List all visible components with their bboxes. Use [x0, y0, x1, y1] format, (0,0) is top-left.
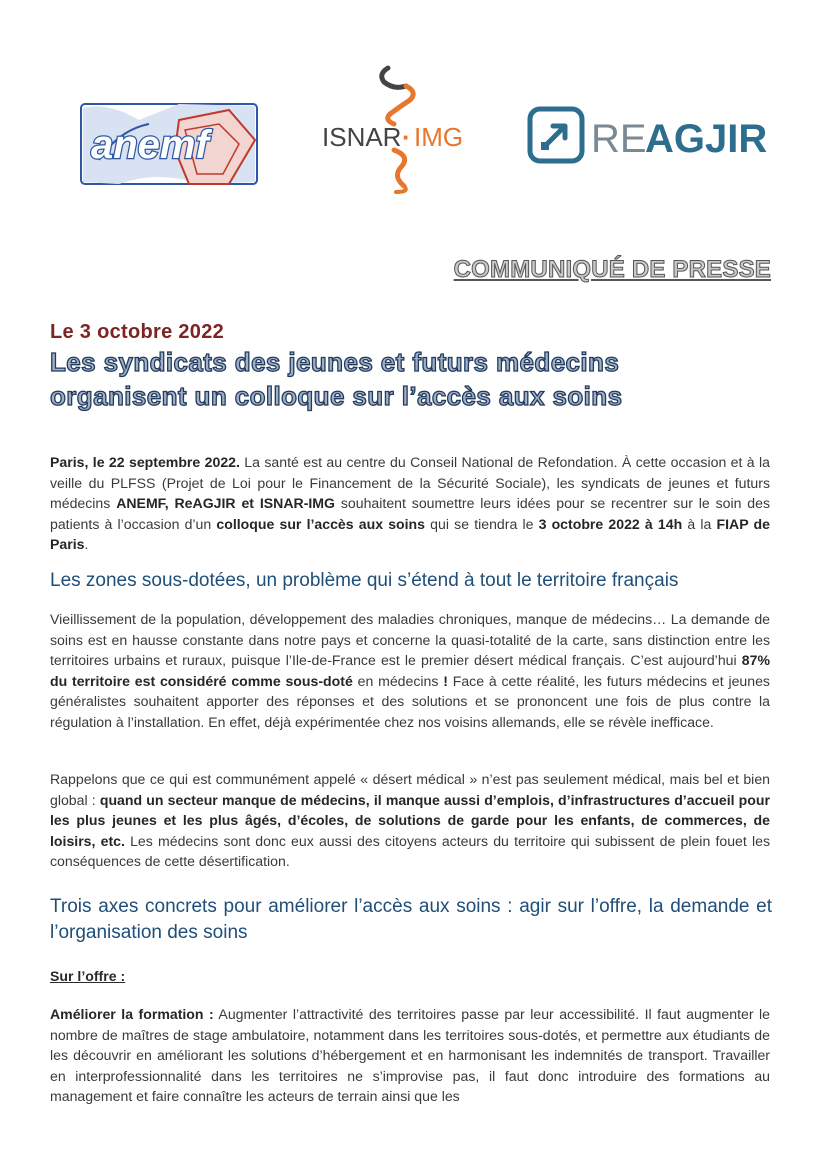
press-release-label: COMMUNIQUÉ DE PRESSE: [453, 256, 771, 283]
intro-paragraph: [50, 452, 770, 555]
headline-line-2: organisent un colloque sur l’accès aux soins: [50, 381, 623, 411]
intro-bold-2: colloque sur l’accès aux soins: [216, 515, 426, 532]
intro-text-4: à la: [682, 515, 717, 532]
anemf-logo-text: anemf: [91, 123, 209, 167]
headline: [50, 345, 780, 413]
zones-p2-bold-1: quand un secteur manque de médecins, il manque aussi d’emplois, d’infrastructures d’accueil pour les plus jeunes et les plus âgés, d’écoles, de solutions de garde pour les enfants, de commerces, de loisirs, etc.: [50, 791, 770, 849]
intro-text-3: qui se tiendra le: [425, 515, 539, 532]
intro-bold-3: 3 octobre 2022 à 14h: [538, 515, 683, 532]
headline-line-1: Les syndicats des jeunes et futurs médecins: [50, 347, 620, 377]
release-date: Le 3 octobre 2022: [50, 321, 225, 343]
intro-text-5: .: [84, 536, 89, 552]
zones-p2-text-2: Les médecins sont donc eux aussi des citoyens acteurs du territoire qui subissent de plein fouet les conséquences de cette désertification.: [50, 832, 770, 869]
zones-paragraph-2: [50, 769, 770, 872]
anemf-logo: [79, 100, 259, 188]
zones-p1-text-1: Vieillissement de la population, développement des maladies chroniques, manque de médecins… La demande de soins est en hausse constante dans notre pays et concerne la quasi-totalité de la carte, sans distinction entre les territoires urbains et ruraux, puisque l’Ile-de-France est le premier désert médical français. C’est aujourd’hui: [50, 611, 770, 668]
isnar-dot: ·: [402, 122, 411, 152]
formation-bold: Améliorer la formation :: [50, 1006, 214, 1022]
zones-paragraph-1: [50, 609, 770, 732]
reagjir-text-light: RE: [591, 117, 647, 161]
zones-p2-text-1: Rappelons que ce qui est communément appelé « désert médical » n’est pas seulement médical, mais bel et bien global :: [50, 771, 770, 808]
img-text: IMG: [414, 122, 464, 152]
intro-text-1: La santé est au centre du Conseil National de Refondation. À cette occasion et à la veille du PLFSS (Projet de Loi pour le Financement de la Sécurité Sociale), les syndicats de jeunes et futurs médecins: [50, 454, 770, 511]
intro-lead: Paris, le 22 septembre 2022.: [50, 454, 240, 470]
zones-p1-bold-1: 87% du territoire est considéré comme sous-doté: [50, 652, 770, 689]
intro-bold-4: FIAP de Paris: [50, 515, 770, 552]
section-title-zones: Les zones sous-dotées, un problème qui s’étend à tout le territoire français: [50, 570, 679, 591]
reagjir-text-bold: AGJIR: [645, 117, 768, 161]
formation-text: Augmenter l’attractivité des territoires passe par leur accessibilité. Il faut augmenter le nombre de maîtres de stage ambulatoire, notamment dans les territoires sous-dotés, et permettre aux étudiants de les découvrir en améliorant les solutions d’hébergement et en harmonisant les indemnités de transport. Travailler en interprofessionnalité dans les territoires ne s’improvise pas, il faut donc introduire des formations au management et faire connaître les acteurs de terrain ainsi que les: [50, 1006, 770, 1104]
isnar-img-logo: [318, 64, 484, 194]
reagjir-logo: [527, 106, 768, 166]
zones-p1-bold-2: !: [443, 672, 448, 689]
isnar-text: ISNAR: [322, 122, 402, 152]
zones-p1-text-3: Face à cette réalité, les futurs médecins et jeunes généralistes souhaitent apporter des réponses et des solutions et se prononcent une fois de plus contre la régulation à l’installation. En effet, déjà expérimentée chez nos voisins allemands, elle se révèle inefficace.: [50, 672, 770, 730]
reagjir-arrow-icon: [530, 109, 582, 161]
zones-p1-text-2: en médecins: [352, 672, 444, 689]
subheading-offre: Sur l’offre :: [50, 968, 126, 984]
formation-paragraph: [50, 1004, 770, 1107]
intro-text-2: souhaitent soumettre leurs idées pour se recentrer sur le soin des patients à l’occasion d’un: [50, 495, 771, 532]
intro-bold-1: ANEMF, ReAGJIR et ISNAR-IMG: [116, 495, 336, 511]
section-title-axes: Trois axes concrets pour améliorer l’accès aux soins : agir sur l’offre, la demande et l’organisation des soins: [50, 896, 772, 943]
